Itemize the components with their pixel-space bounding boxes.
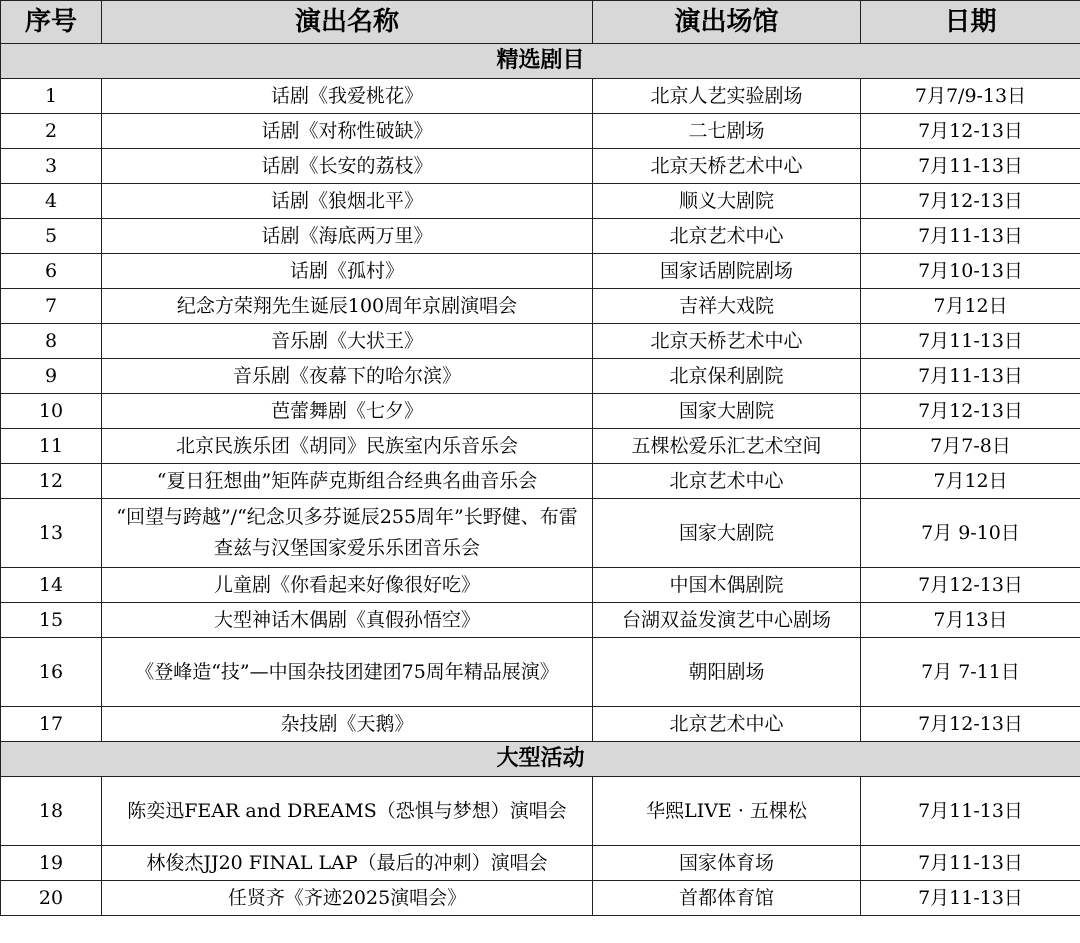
row-venue: 北京艺术中心 [593,464,861,499]
row-date: 7月12-13日 [861,568,1080,603]
row-no: 17 [1,707,102,742]
table-row [1,289,1080,324]
table-row [1,324,1080,359]
table-row [1,184,1080,219]
table-row [1,254,1080,289]
row-venue: 吉祥大戏院 [593,289,861,324]
section-row [1,742,1080,777]
section-title: 大型活动 [1,742,1080,777]
row-name: 话剧《海底两万里》 [102,219,593,254]
table-row [1,846,1080,881]
row-date: 7月12日 [861,464,1080,499]
table-row [1,359,1080,394]
row-no: 3 [1,149,102,184]
row-no: 9 [1,359,102,394]
row-date: 7月11-13日 [861,846,1080,881]
row-no: 15 [1,603,102,638]
row-date: 7月7-8日 [861,429,1080,464]
table-row [1,394,1080,429]
row-venue: 北京艺术中心 [593,707,861,742]
row-name: 北京民族乐团《胡同》民族室内乐音乐会 [102,429,593,464]
row-date: 7月7/9-13日 [861,79,1080,114]
row-name: 话剧《长安的荔枝》 [102,149,593,184]
row-venue: 国家大剧院 [593,499,861,568]
row-venue: 北京天桥艺术中心 [593,149,861,184]
row-venue: 北京保利剧院 [593,359,861,394]
table-row [1,638,1080,707]
row-venue: 二七剧场 [593,114,861,149]
row-no: 2 [1,114,102,149]
row-date: 7月11-13日 [861,777,1080,846]
header-venue: 演出场馆 [593,1,861,44]
row-date: 7月11-13日 [861,359,1080,394]
row-date: 7月11-13日 [861,881,1080,916]
row-date: 7月12-13日 [861,114,1080,149]
row-no: 6 [1,254,102,289]
row-no: 4 [1,184,102,219]
row-no: 5 [1,219,102,254]
row-no: 16 [1,638,102,707]
row-date: 7月 7-11日 [861,638,1080,707]
row-date: 7月12-13日 [861,184,1080,219]
header-no: 序号 [1,1,102,44]
row-name: 话剧《孤村》 [102,254,593,289]
row-name: 林俊杰JJ20 FINAL LAP（最后的冲刺）演唱会 [102,846,593,881]
row-name: 纪念方荣翔先生诞辰100周年京剧演唱会 [102,289,593,324]
row-no: 7 [1,289,102,324]
table-row [1,149,1080,184]
row-venue: 北京艺术中心 [593,219,861,254]
row-name: “回望与跨越”/“纪念贝多芬诞辰255周年”长野健、布雷查兹与汉堡国家爱乐乐团音乐会 [102,499,593,568]
row-no: 14 [1,568,102,603]
row-name: 杂技剧《天鹅》 [102,707,593,742]
section-row [1,44,1080,79]
table-row [1,219,1080,254]
row-venue: 首都体育馆 [593,881,861,916]
table-row [1,499,1080,568]
table-row [1,603,1080,638]
header-row [1,1,1080,44]
row-venue: 国家大剧院 [593,394,861,429]
row-no: 18 [1,777,102,846]
row-name: “夏日狂想曲”矩阵萨克斯组合经典名曲音乐会 [102,464,593,499]
row-venue: 五棵松爱乐汇艺术空间 [593,429,861,464]
header-name: 演出名称 [102,1,593,44]
row-name: 话剧《对称性破缺》 [102,114,593,149]
row-date: 7月12日 [861,289,1080,324]
row-venue: 北京天桥艺术中心 [593,324,861,359]
section-title: 精选剧目 [1,44,1080,79]
row-venue: 中国木偶剧院 [593,568,861,603]
row-no: 1 [1,79,102,114]
row-date: 7月13日 [861,603,1080,638]
row-name: 音乐剧《大状王》 [102,324,593,359]
row-name: 芭蕾舞剧《七夕》 [102,394,593,429]
row-date: 7月11-13日 [861,149,1080,184]
row-venue: 国家话剧院剧场 [593,254,861,289]
row-no: 10 [1,394,102,429]
row-name: 大型神话木偶剧《真假孙悟空》 [102,603,593,638]
row-no: 8 [1,324,102,359]
row-no: 11 [1,429,102,464]
table-row [1,777,1080,846]
row-venue: 朝阳剧场 [593,638,861,707]
row-date: 7月11-13日 [861,324,1080,359]
table-row [1,429,1080,464]
row-date: 7月 9-10日 [861,499,1080,568]
table-row [1,464,1080,499]
row-date: 7月11-13日 [861,219,1080,254]
table-row [1,881,1080,916]
row-name: 话剧《狼烟北平》 [102,184,593,219]
row-no: 12 [1,464,102,499]
row-name: 儿童剧《你看起来好像很好吃》 [102,568,593,603]
row-venue: 华熙LIVE · 五棵松 [593,777,861,846]
table-row [1,707,1080,742]
row-no: 19 [1,846,102,881]
row-date: 7月12-13日 [861,394,1080,429]
table-row [1,568,1080,603]
row-name: 任贤齐《齐迹2025演唱会》 [102,881,593,916]
table-row [1,114,1080,149]
row-date: 7月10-13日 [861,254,1080,289]
row-venue: 顺义大剧院 [593,184,861,219]
row-no: 20 [1,881,102,916]
row-no: 13 [1,499,102,568]
row-name: 《登峰造“技”—中国杂技团建团75周年精品展演》 [102,638,593,707]
row-venue: 台湖双益发演艺中心剧场 [593,603,861,638]
row-name: 陈奕迅FEAR and DREAMS（恐惧与梦想）演唱会 [102,777,593,846]
header-date: 日期 [861,1,1080,44]
row-venue: 国家体育场 [593,846,861,881]
table-row [1,79,1080,114]
row-venue: 北京人艺实验剧场 [593,79,861,114]
row-date: 7月12-13日 [861,707,1080,742]
row-name: 话剧《我爱桃花》 [102,79,593,114]
row-name: 音乐剧《夜幕下的哈尔滨》 [102,359,593,394]
